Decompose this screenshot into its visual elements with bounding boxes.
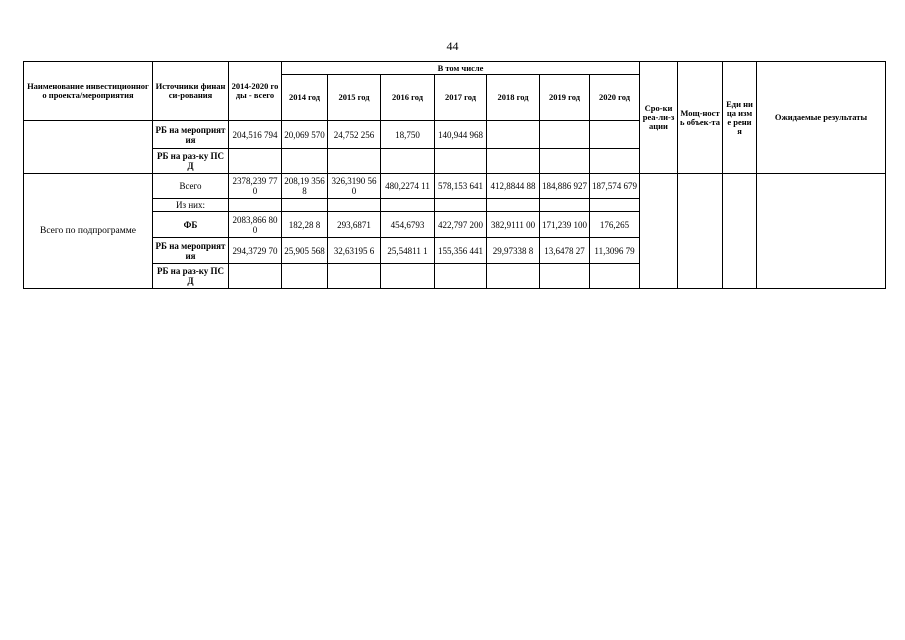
source-cell: Всего xyxy=(153,174,229,199)
year-2015: 2015 год xyxy=(328,75,381,121)
source-cell: РБ на раз-ку ПСД xyxy=(153,149,229,174)
value-cell xyxy=(540,199,590,212)
value-cell xyxy=(487,121,540,149)
value-cell: 422,797 200 xyxy=(435,212,487,238)
header-source: Источники финанси-рования xyxy=(153,62,229,121)
source-cell: ФБ xyxy=(153,212,229,238)
summary-label: Всего по подпрограмме xyxy=(24,174,153,289)
value-cell: 208,19 3568 xyxy=(282,174,328,199)
value-cell xyxy=(435,199,487,212)
value-cell: 20,069 570 xyxy=(282,121,328,149)
capacity-cell xyxy=(678,174,723,289)
value-cell: 29,97338 8 xyxy=(487,238,540,264)
value-cell xyxy=(590,264,640,289)
value-cell xyxy=(328,199,381,212)
value-cell: 578,153 641 xyxy=(435,174,487,199)
value-cell xyxy=(435,149,487,174)
unit-cell xyxy=(723,174,757,289)
header-name: Наименование инвестиционного проекта/мероприятия xyxy=(24,62,153,121)
project-name-cell xyxy=(24,121,153,174)
value-cell: 13,6478 27 xyxy=(540,238,590,264)
header-total: 2014-2020 годы - всего xyxy=(229,62,282,121)
total-cell xyxy=(229,264,282,289)
value-cell xyxy=(282,149,328,174)
value-cell: 140,944 968 xyxy=(435,121,487,149)
value-cell: 412,8844 88 xyxy=(487,174,540,199)
value-cell xyxy=(540,121,590,149)
year-2014: 2014 год xyxy=(282,75,328,121)
source-cell: РБ на раз-ку ПСД xyxy=(153,264,229,289)
value-cell xyxy=(328,264,381,289)
results-cell xyxy=(757,174,886,289)
value-cell: 18,750 xyxy=(381,121,435,149)
total-cell: 294,3729 70 xyxy=(229,238,282,264)
table-row xyxy=(24,174,886,199)
value-cell: 171,239 100 xyxy=(540,212,590,238)
header-capacity: Мощ-ность объек-та xyxy=(678,62,723,174)
value-cell xyxy=(381,149,435,174)
value-cell xyxy=(381,199,435,212)
header-unit: Еди ница изме рени я xyxy=(723,62,757,174)
source-cell: РБ на мероприятия xyxy=(153,121,229,149)
header-results: Ожидаемые результаты xyxy=(757,62,886,174)
year-2019: 2019 год xyxy=(540,75,590,121)
value-cell xyxy=(487,149,540,174)
financing-table xyxy=(23,61,886,289)
value-cell: 25,905 568 xyxy=(282,238,328,264)
value-cell xyxy=(590,149,640,174)
total-cell xyxy=(229,199,282,212)
value-cell xyxy=(590,121,640,149)
value-cell: 25,54811 1 xyxy=(381,238,435,264)
value-cell xyxy=(381,264,435,289)
value-cell xyxy=(590,199,640,212)
value-cell xyxy=(540,149,590,174)
year-2016: 2016 год xyxy=(381,75,435,121)
value-cell: 182,28 8 xyxy=(282,212,328,238)
value-cell: 293,6871 xyxy=(328,212,381,238)
value-cell: 184,886 927 xyxy=(540,174,590,199)
header-term: Сро-ки реа-ли-зации xyxy=(640,62,678,174)
value-cell: 11,3096 79 xyxy=(590,238,640,264)
value-cell: 326,3190 560 xyxy=(328,174,381,199)
value-cell xyxy=(328,149,381,174)
value-cell: 382,9111 00 xyxy=(487,212,540,238)
value-cell: 155,356 441 xyxy=(435,238,487,264)
value-cell xyxy=(487,264,540,289)
value-cell: 454,6793 xyxy=(381,212,435,238)
total-cell xyxy=(229,149,282,174)
value-cell: 32,63195 6 xyxy=(328,238,381,264)
value-cell: 187,574 679 xyxy=(590,174,640,199)
source-cell: Из них: xyxy=(153,199,229,212)
year-2018: 2018 год xyxy=(487,75,540,121)
value-cell xyxy=(435,264,487,289)
total-cell: 2378,239 770 xyxy=(229,174,282,199)
value-cell: 24,752 256 xyxy=(328,121,381,149)
total-cell: 2083,866 800 xyxy=(229,212,282,238)
value-cell: 176,265 xyxy=(590,212,640,238)
value-cell xyxy=(282,264,328,289)
term-cell xyxy=(640,174,678,289)
year-2020: 2020 год xyxy=(590,75,640,121)
value-cell: 480,2274 11 xyxy=(381,174,435,199)
value-cell xyxy=(282,199,328,212)
header-row xyxy=(24,62,886,75)
header-including: В том числе xyxy=(282,62,640,75)
value-cell xyxy=(540,264,590,289)
value-cell xyxy=(487,199,540,212)
page-number: 44 xyxy=(446,39,459,53)
year-2017: 2017 год xyxy=(435,75,487,121)
source-cell: РБ на мероприятия xyxy=(153,238,229,264)
total-cell: 204,516 794 xyxy=(229,121,282,149)
